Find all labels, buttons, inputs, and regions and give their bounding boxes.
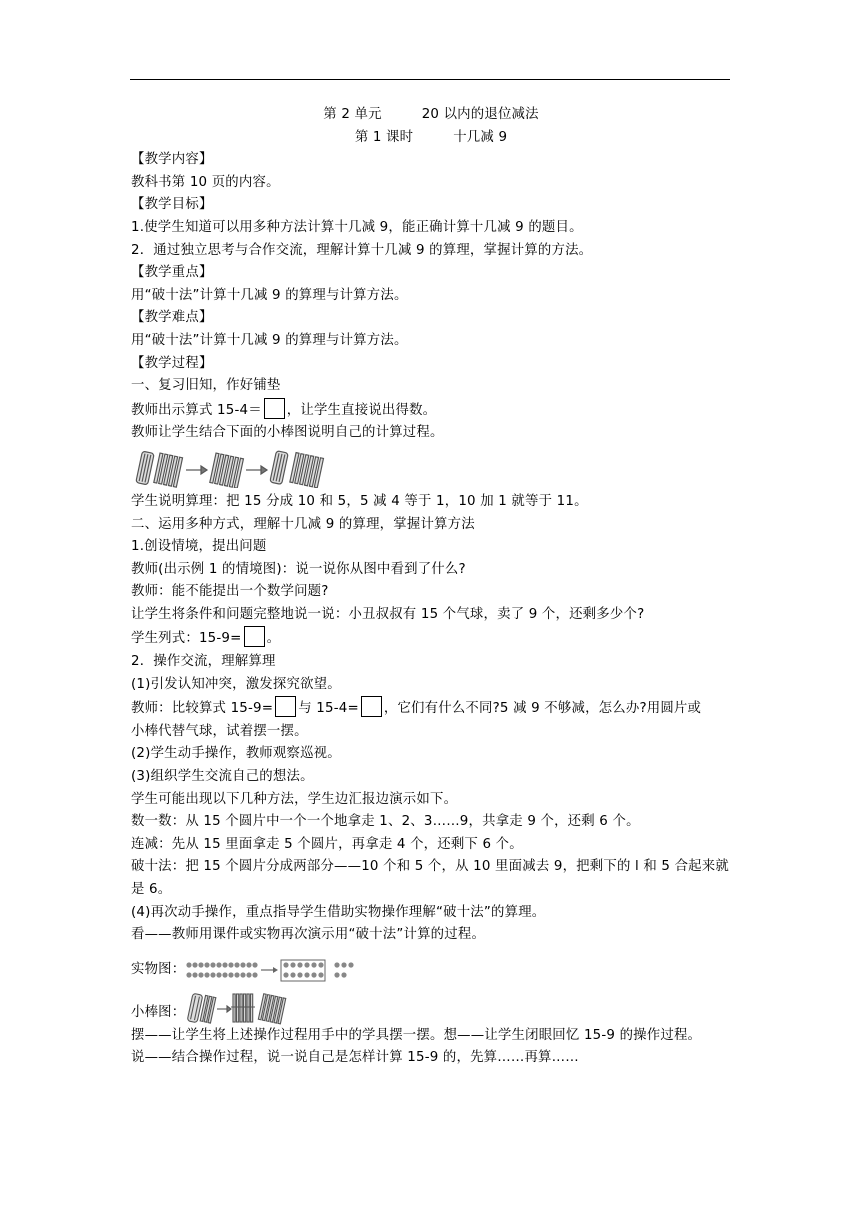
section-2-2-3-a: 学生可能出现以下几种方法，学生边汇报边演示如下。 — [131, 791, 458, 807]
text: 教师：比较算式 15-9= — [131, 701, 274, 717]
section-2-1-a: 教师(出示例 1 的情境图)：说一说你从图中看到了什么? — [131, 561, 466, 577]
figure-label: 小棒图： — [131, 1005, 186, 1021]
goal-2: 2．通过独立思考与合作交流，理解计算十几减 9 的算理，掌握计算的方法。 — [131, 242, 593, 258]
section-1-title: 一、复习旧知，作好铺垫 — [131, 378, 281, 394]
text: ，让学生直接说出得数。 — [286, 402, 437, 418]
content-text: 教科书第 10 页的内容。 — [131, 174, 280, 190]
section-2-2-4: (4)再次动手操作，重点指导学生借助实物操作理解“破十法”的算理。 — [131, 904, 546, 920]
summary-paragraph-1: 摆——让学生将上述操作过程用手中的学具摆一摆。想——让学生闭眼回忆 15-9 的操作过程。 — [131, 1027, 702, 1043]
lesson-title — [131, 127, 731, 150]
section-2-title: 二、运用多种方式，理解十几减 9 的算理，掌握计算方法 — [131, 516, 475, 532]
section-2-2: 2．操作交流，理解算理 — [131, 654, 276, 670]
answer-box — [275, 696, 296, 717]
heading-goal: 【教学目标】 — [131, 197, 213, 213]
section-1-a — [131, 398, 731, 423]
real-object-figure — [131, 955, 731, 987]
document-body — [131, 104, 731, 1070]
stick-figure-1 — [131, 445, 731, 491]
heading-content: 【教学内容】 — [131, 152, 213, 168]
section-2-2-1-b: 小棒代替气球，试着摆一摆。 — [131, 723, 308, 739]
header-rule — [130, 79, 730, 80]
answer-box — [244, 626, 265, 647]
answer-box — [264, 398, 285, 419]
summary-paragraph-2: 说——结合操作过程，说一说自己是怎样计算 15-9 的，先算……再算…… — [131, 1050, 579, 1066]
unit-title — [131, 104, 731, 127]
heading-process: 【教学过程】 — [131, 355, 213, 371]
stick-bundle-illustration — [131, 448, 346, 488]
goal-1: 1.使学生知道可以用多种方法计算十几减 9，能正确计算十几减 9 的题目。 — [131, 219, 583, 235]
section-2-2-1-a — [131, 696, 731, 721]
method-subtract: 连减：先从 15 里面拿走 5 个圆片，再拿走 4 个，还剩下 6 个。 — [131, 836, 523, 852]
unit-number: 第 2 单元 — [323, 107, 382, 122]
section-2-2-1: (1)引发认知冲突，激发探究欲望。 — [131, 676, 341, 692]
section-2-2-2: (2)学生动手操作，教师观察巡视。 — [131, 746, 341, 762]
lesson-topic: 十几减 9 — [453, 129, 508, 145]
section-2-1-b: 教师：能不能提出一个数学问题? — [131, 584, 329, 600]
key-text: 用“破十法”计算十几减 9 的算理与计算方法。 — [131, 287, 408, 303]
unit-topic: 20 以内的退位减法 — [421, 107, 539, 122]
heading-difficulty: 【教学难点】 — [131, 310, 213, 326]
stick-figure-2 — [131, 989, 731, 1025]
text: 与 15-4= — [298, 701, 359, 717]
counter-dots-illustration — [185, 959, 355, 983]
text: 。 — [266, 631, 281, 647]
text: 教师出示算式 15-4＝ — [131, 402, 262, 418]
figure-label: 实物图： — [131, 962, 186, 978]
difficulty-text: 用“破十法”计算十几减 9 的算理与计算方法。 — [131, 332, 408, 348]
heading-key: 【教学重点】 — [131, 265, 213, 281]
method-break-ten: 破十法：把 15 个圆片分成两部分——10 个和 5 个，从 10 里面减去 9，把剩下的 l 和 5 合起来就是 6。 — [131, 859, 729, 897]
lesson-number: 第 1 课时 — [354, 129, 414, 145]
text: ，它们有什么不同?5 减 9 不够减，怎么办?用圆片或 — [383, 701, 702, 717]
method-count: 数一数：从 15 个圆片中一个一个地拿走 1、2、3……9，共拿走 9 个，还剩 6 个。 — [131, 814, 640, 830]
stick-bundle-illustration-2 — [185, 991, 295, 1025]
section-2-2-3: (3)组织学生交流自己的想法。 — [131, 769, 314, 785]
text: 学生列式：15-9= — [131, 631, 242, 647]
section-2-1-c: 让学生将条件和问题完整地说一说：小丑叔叔有 15 个气球，卖了 9 个，还剩多少个? — [131, 606, 645, 622]
section-2-1: 1.创设情境，提出问题 — [131, 539, 267, 555]
section-2-1-d — [131, 626, 731, 651]
section-1-b: 教师让学生结合下面的小棒图说明自己的计算过程。 — [131, 425, 444, 441]
section-1-c: 学生说明算理：把 15 分成 10 和 5，5 减 4 等于 1，10 加 1 就等于 11。 — [131, 493, 588, 509]
answer-box — [361, 696, 382, 717]
section-2-2-4-a: 看——教师用课件或实物再次演示用“破十法”计算的过程。 — [131, 927, 486, 943]
